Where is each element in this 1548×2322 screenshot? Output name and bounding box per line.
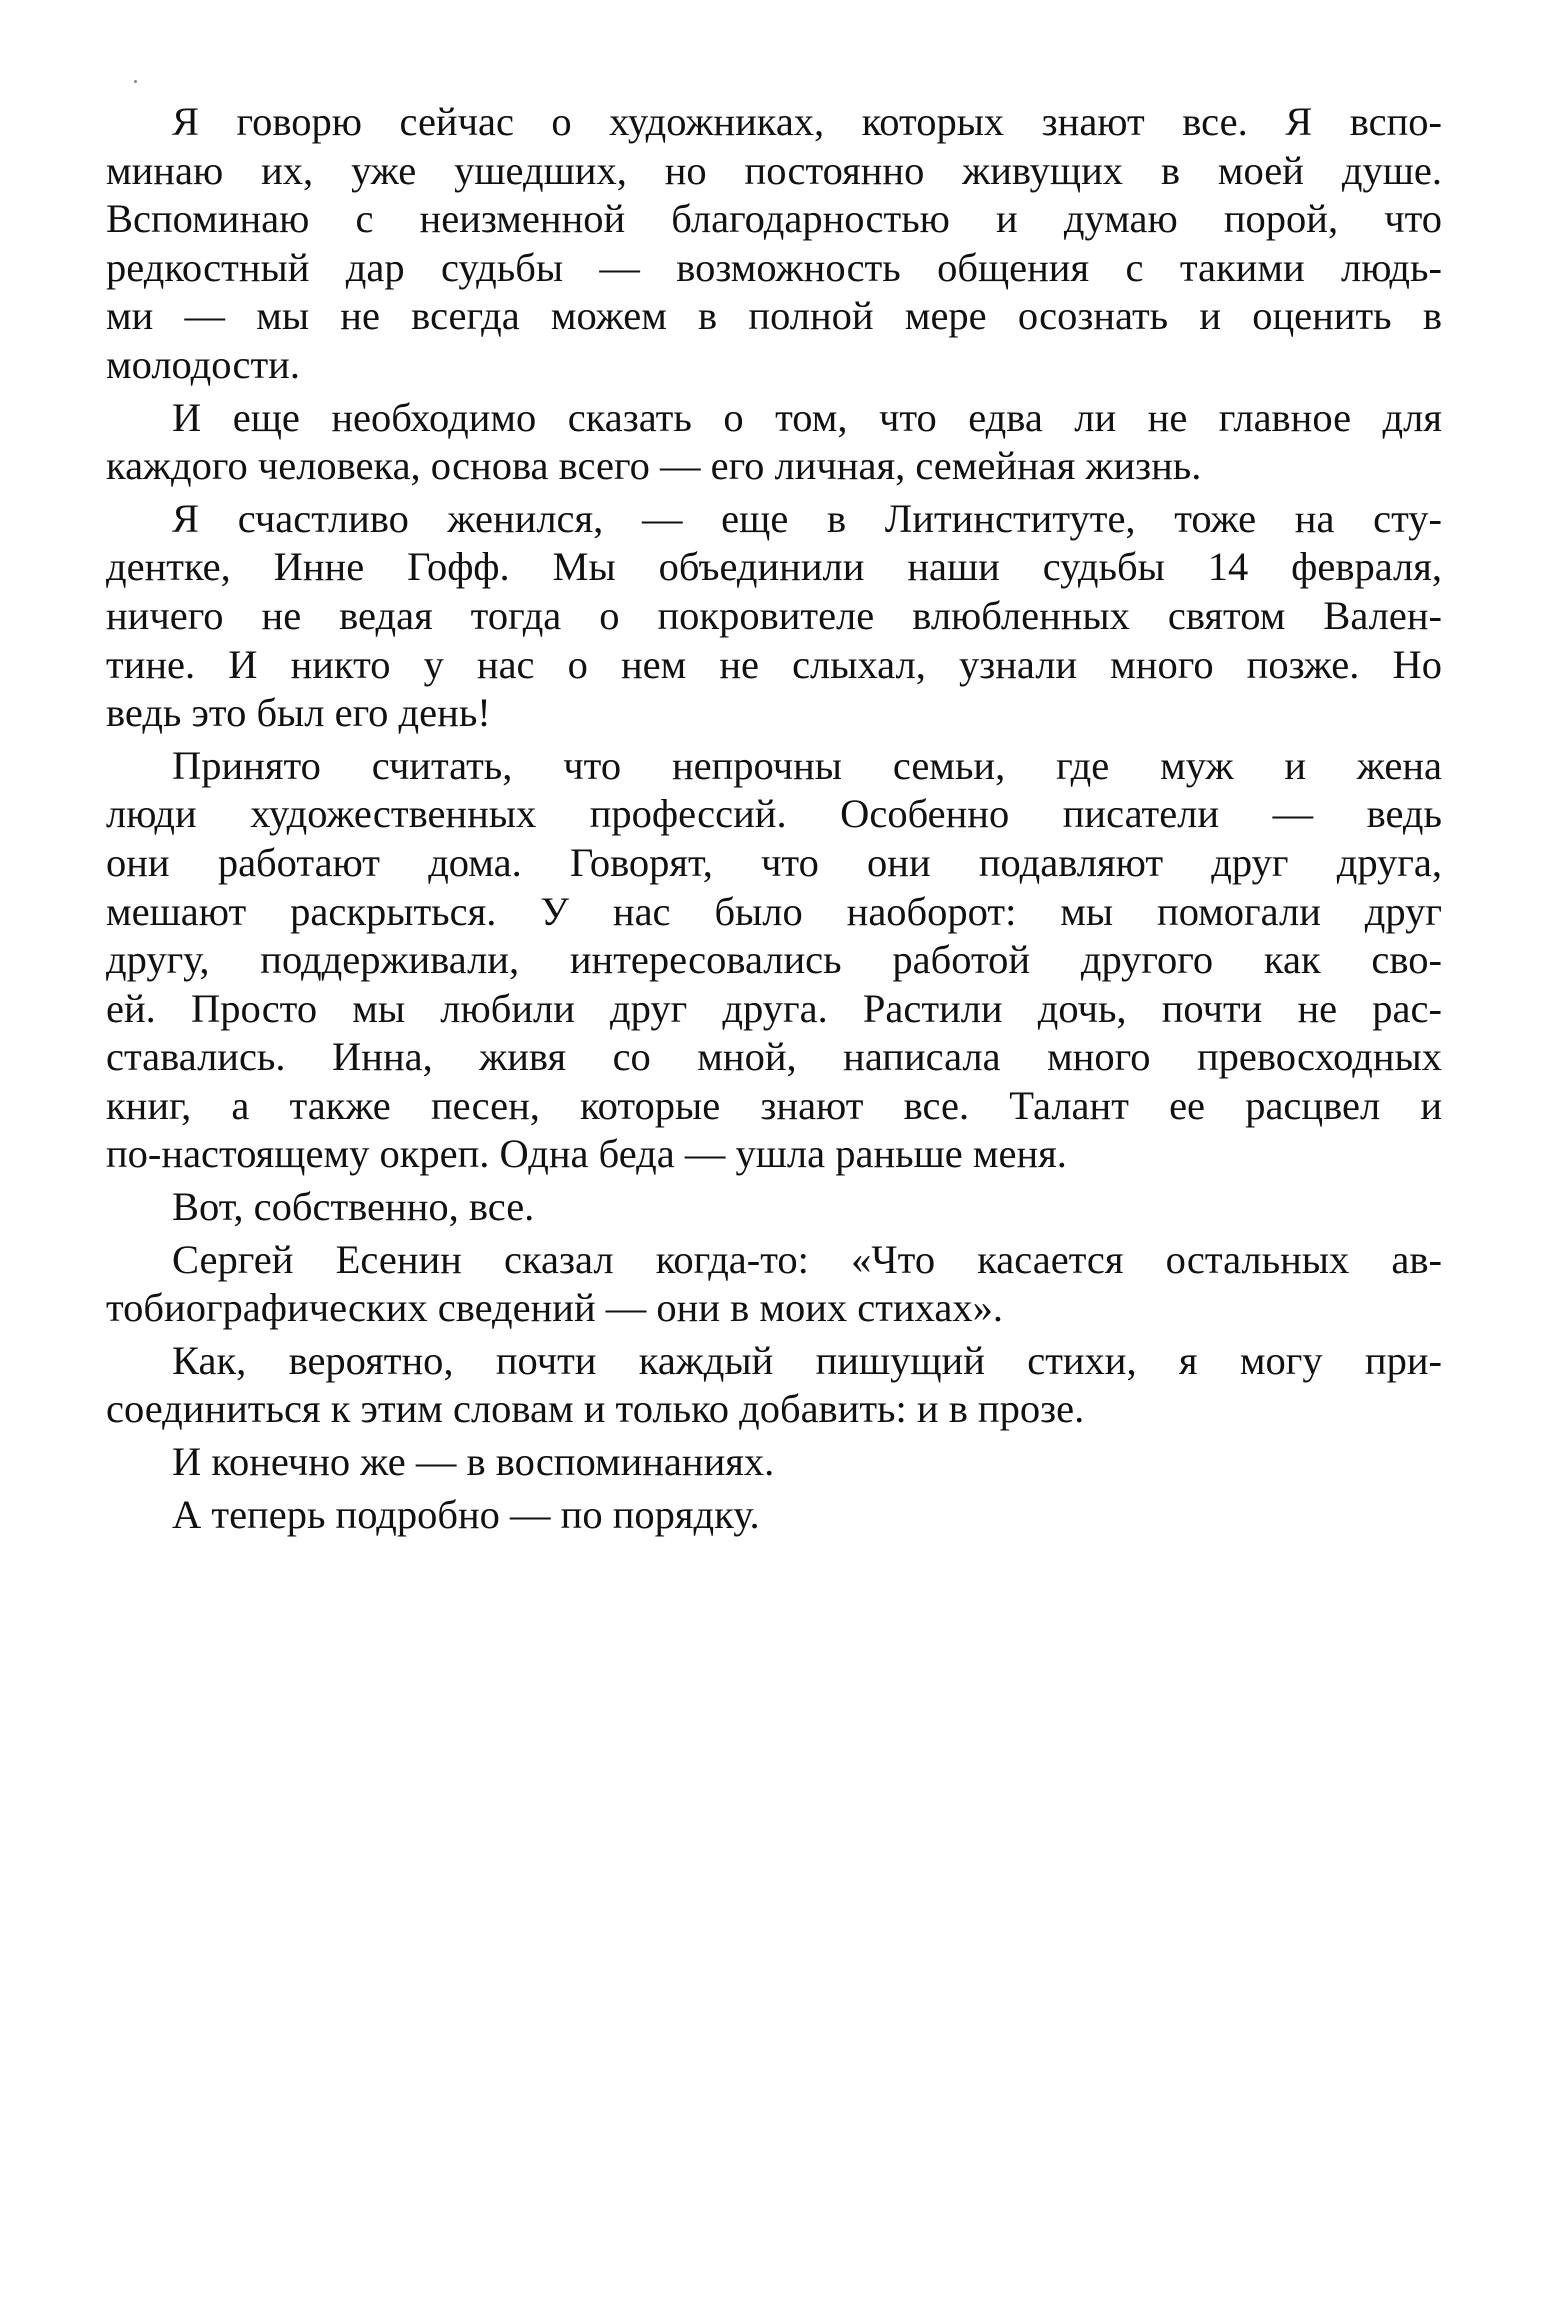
paragraph-line: дентке, Инне Гофф. Мы объединили наши судьбы 14 февраля, <box>106 544 1442 590</box>
paragraph-line: по-настоящему окреп. Одна беда — ушла раньше меня. <box>106 1131 1067 1177</box>
paragraph-line: ведь это был его день! <box>106 690 491 736</box>
paragraph-line: молодости. <box>106 341 300 387</box>
paragraph-line: тине. И никто у нас о нем не слыхал, узнали много позже. Но <box>106 641 1442 687</box>
scan-speck <box>134 80 137 83</box>
paragraph-first-line: Я говорю сейчас о художниках, которых знают все. Я вспо- <box>172 99 1442 144</box>
paragraph-line: мешают раскрыться. У нас было наоборот: мы помогали друг <box>106 888 1442 934</box>
paragraph-first-line: Вот, собственно, все. <box>172 1184 535 1230</box>
paragraph-first-line: Сергей Есенин сказал когда-то: «Что касается остальных ав- <box>172 1236 1442 1282</box>
paragraph-first-line: Я счастливо женился, — еще в Литинституте, тоже на сту- <box>172 495 1442 541</box>
paragraph-line: другу, поддерживали, интересовались работой другого как сво- <box>106 937 1442 983</box>
paragraph-first-line: Как, вероятно, почти каждый пишущий стихи, я могу при- <box>172 1337 1442 1383</box>
paragraph-line: каждого человека, основа всего — его личная, семейная жизнь. <box>106 443 1202 489</box>
paragraph-line: тобиографических сведений — они в моих стихах». <box>106 1285 1003 1331</box>
paragraph-first-line: И конечно же — в воспоминаниях. <box>172 1439 775 1485</box>
body-text <box>106 98 1442 1539</box>
paragraph-line: редкостный дар судьбы — возможность общения с такими людь- <box>106 244 1442 290</box>
paragraph-line: соединиться к этим словам и только добавить: и в прозе. <box>106 1386 1085 1432</box>
paragraph-line: ей. Просто мы любили друг друга. Растили дочь, почти не рас- <box>106 985 1442 1031</box>
paragraph-line: ставались. Инна, живя со мной, написала много превосходных <box>106 1034 1442 1080</box>
paragraph-line: ми — мы не всегда можем в полной мере осознать и оценить в <box>106 293 1442 339</box>
paragraph-line: ничего не ведая тогда о покровителе влюбленных святом Вален- <box>106 592 1442 638</box>
paragraph-line: они работают дома. Говорят, что они подавляют друг друга, <box>106 839 1442 885</box>
paragraph-line: люди художественных профессий. Особенно писатели — ведь <box>106 791 1442 837</box>
paragraph-first-line: И еще необходимо сказать о том, что едва ли не главное для <box>172 394 1442 440</box>
paragraph-line: минаю их, уже ушедших, но постоянно живущих в моей душе. <box>106 147 1442 193</box>
paragraph-first-line: Принято считать, что непрочны семьи, где муж и жена <box>172 742 1442 788</box>
paragraph-first-line: А теперь подробно — по порядку. <box>172 1491 760 1537</box>
paragraph-line: книг, а также песен, которые знают все. Талант ее расцвел и <box>106 1082 1442 1128</box>
paragraph-line: Вспоминаю с неизменной благодарностью и думаю порой, что <box>106 196 1442 242</box>
